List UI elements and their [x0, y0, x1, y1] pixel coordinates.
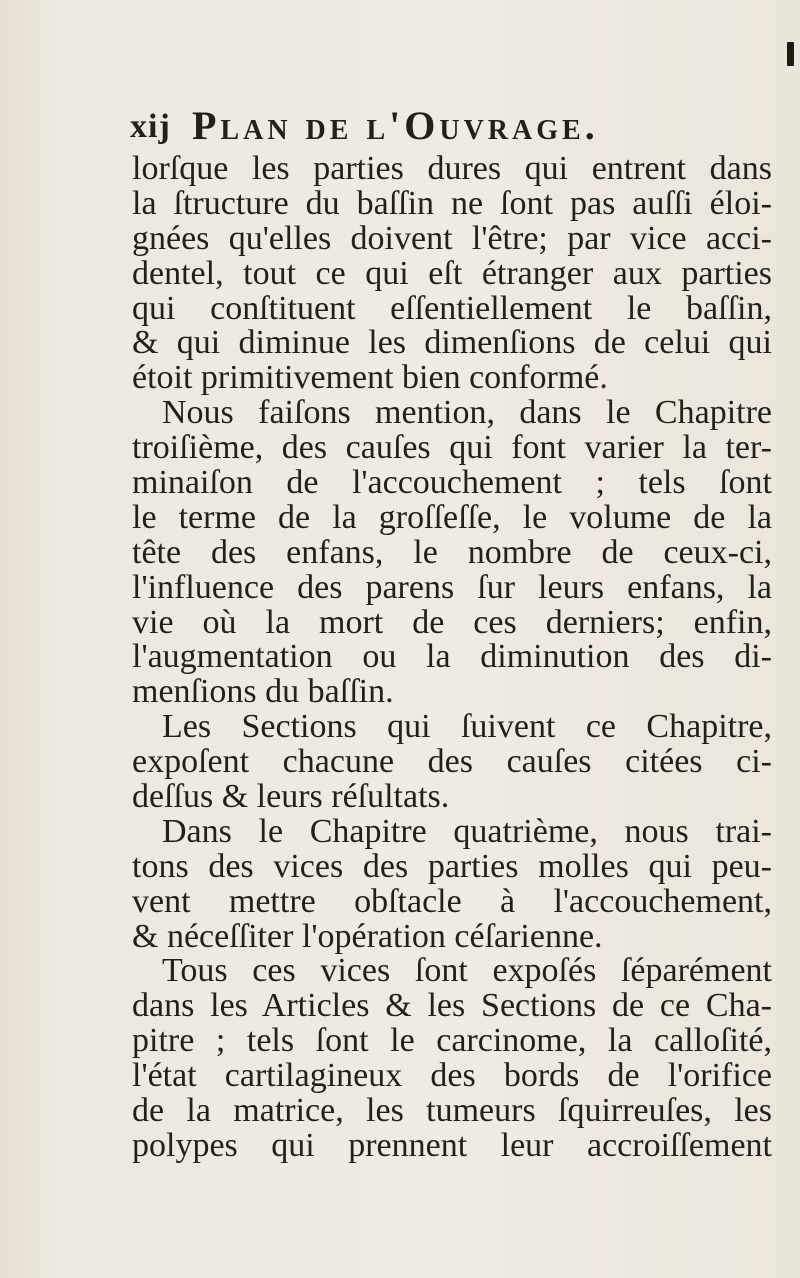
running-title: Plan de l'Ouvrage.	[192, 103, 599, 148]
text-line: tons des vices des parties molles qui peu-	[132, 847, 772, 885]
text-line: l'augmentation ou la diminution des di-	[132, 638, 772, 676]
text-line: de la matrice, les tumeurs ſquirreuſes, les	[132, 1092, 772, 1130]
text-line: minaiſon de l'accouchement ; tels ſont	[132, 464, 772, 502]
text-line: qui conſtituent eſſentiellement le baſſin,	[132, 289, 772, 327]
text-line: étoit primitivement bien conformé.	[132, 359, 608, 397]
text-line: dentel, tout ce qui eſt étranger aux parties	[132, 254, 772, 292]
page-number: xij	[130, 108, 171, 145]
text-line: troiſième, des cauſes qui font varier la ter-	[132, 429, 772, 467]
page-header	[130, 102, 770, 152]
text-line: Dans le Chapitre quatrième, nous trai-	[162, 812, 772, 850]
text-line: Les Sections qui ſuivent ce Chapitre,	[162, 708, 772, 746]
text-line: expoſent chacune des cauſes citées ci-	[132, 743, 772, 781]
text-line: & qui diminue les dimenſions de celui qui	[132, 324, 772, 362]
text-line: menſions du baſſin.	[132, 673, 394, 711]
text-line: Tous ces vices ſont expoſés ſéparément	[162, 952, 772, 990]
text-line: polypes qui prennent leur accroiſſement	[132, 1126, 772, 1164]
text-line: lorſque les parties dures qui entrent dans	[132, 150, 772, 187]
text-line: vie où la mort de ces derniers; enfin,	[132, 603, 772, 641]
text-line: la ſtructure du baſſin ne ſont pas auſſi éloi-	[132, 184, 772, 222]
text-line: Nous faiſons mention, dans le Chapitre	[162, 394, 772, 432]
text-line: l'état cartilagineux des bords de l'orifice	[132, 1057, 772, 1095]
text-line: & néceſſiter l'opération céſarienne.	[132, 917, 603, 955]
ink-mark	[787, 42, 794, 66]
text-line: gnées qu'elles doivent l'être; par vice acci-	[132, 219, 772, 257]
text-line: pitre ; tels ſont le carcinome, la calloſité,	[132, 1022, 772, 1060]
text-line: deſſus & leurs réſultats.	[132, 778, 450, 816]
body-text	[132, 152, 772, 1164]
text-line: vent mettre obſtacle à l'accouchement,	[132, 882, 772, 920]
text-line: tête des enfans, le nombre de ceux-ci,	[132, 533, 772, 571]
text-line: l'influence des parens ſur leurs enfans, la	[132, 568, 772, 606]
text-line: le terme de la groſſeſſe, le volume de la	[132, 498, 772, 536]
text-line: dans les Articles & les Sections de ce Cha-	[132, 987, 772, 1025]
